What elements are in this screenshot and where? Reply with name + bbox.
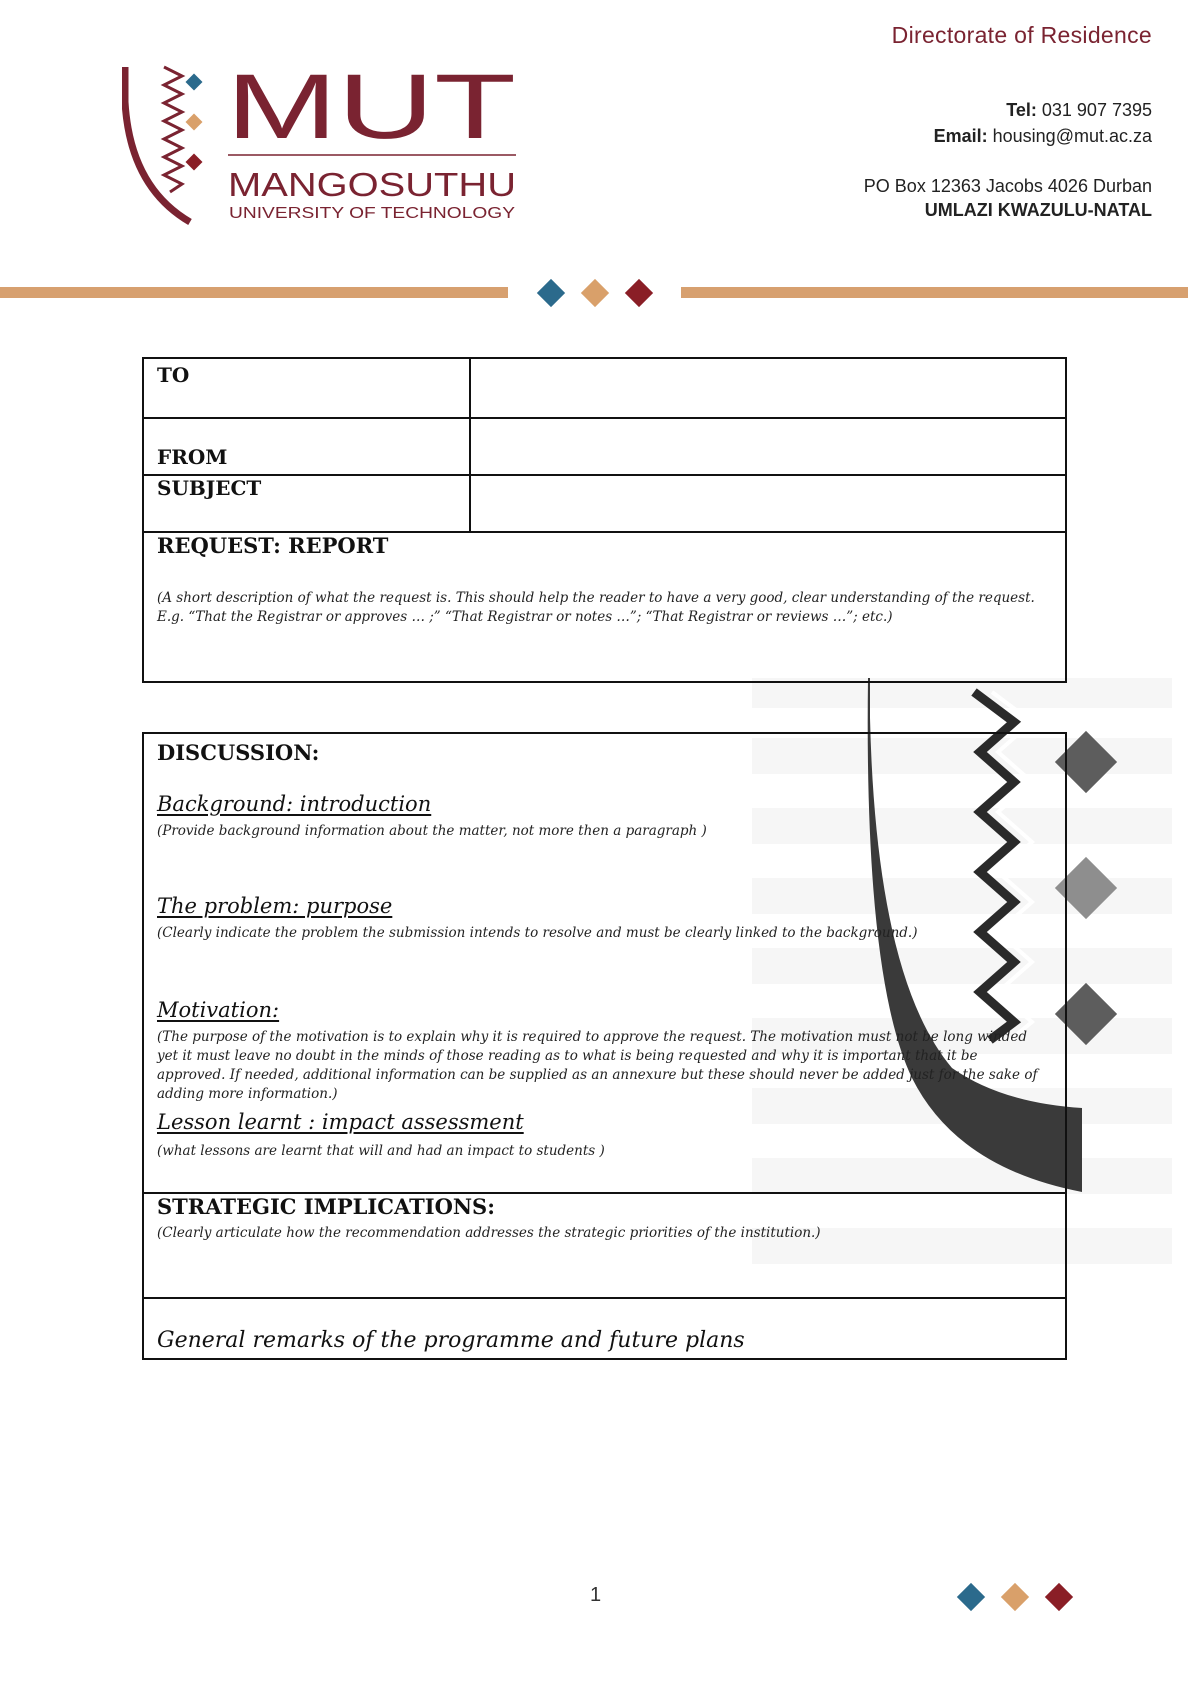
logo-zigzag xyxy=(164,67,182,192)
background-title: Background: introduction xyxy=(157,792,432,816)
header-rule-left xyxy=(0,287,508,298)
contact-tel xyxy=(1006,98,1152,122)
department-title: Directorate of Residence xyxy=(891,22,1152,48)
strategic-heading: STRATEGIC IMPLICATIONS: xyxy=(157,1194,495,1219)
memo-header-table xyxy=(142,357,1067,683)
diamond-red-icon xyxy=(1045,1583,1073,1611)
contact-email xyxy=(934,124,1152,148)
request-note: (A short description of what the request is. This should help the reader to have a very good, clear understanding of the request. E.g. “That the Registrar or approves … ;” “That Registrar or notes …”; “That Registrar or reviews …”; etc.) xyxy=(157,590,1035,625)
motivation-title: Motivation: xyxy=(157,998,280,1022)
footer-diamonds xyxy=(952,1582,1078,1612)
general-remarks: General remarks of the programme and future plans xyxy=(157,1328,745,1353)
logo-name-text: MANGOSUTHU xyxy=(228,166,516,203)
from-label: FROM xyxy=(157,445,228,469)
logo-mark-text: MUT xyxy=(226,62,516,158)
request-label: REQUEST: REPORT xyxy=(157,533,389,558)
tel-label: Tel: xyxy=(1006,100,1037,120)
to-label: TO xyxy=(157,363,190,387)
lesson-title: Lesson learnt : impact assessment xyxy=(157,1110,524,1134)
lesson-note: (what lessons are learnt that will and had an impact to students ) xyxy=(157,1143,605,1159)
strategic-note: (Clearly articulate how the recommendation addresses the strategic priorities of the institution.) xyxy=(157,1225,821,1241)
email-label: Email: xyxy=(933,126,988,146)
header-rule-right xyxy=(681,287,1188,298)
diamond-tan-icon xyxy=(1001,1583,1029,1611)
discussion-table xyxy=(142,732,1067,1360)
address-area: UMLAZI KWAZULU-NATAL xyxy=(924,200,1152,220)
motivation-note: (The purpose of the motivation is to explain why it is required to approve the request. The motivation must not be long winded yet it must leave no doubt in the minds of those reading as to what is being requested and why it is important that it be approved. If needed, additional information can be supplied as an annexure but these should never be added just for the sake of adding more information.) xyxy=(157,1029,1038,1102)
background-note: (Provide background information about the matter, not more then a paragraph ) xyxy=(157,823,707,839)
tel-value: 031 907 7395 xyxy=(1041,100,1152,120)
logo-arc xyxy=(125,67,190,222)
subject-label: SUBJECT xyxy=(157,476,262,500)
email-value: housing@mut.ac.za xyxy=(992,126,1152,146)
from-row xyxy=(144,417,1065,476)
logo-diamond-tan xyxy=(186,114,203,131)
logo-tagline-text: UNIVERSITY OF TECHNOLOGY xyxy=(229,205,516,222)
address-line: PO Box 12363 Jacobs 4026 Durban xyxy=(863,176,1152,196)
mut-logo xyxy=(122,62,522,232)
diamond-tan-icon xyxy=(581,279,609,307)
to-row xyxy=(144,359,1065,419)
logo-diamond-blue xyxy=(186,74,203,91)
table-column-divider xyxy=(469,359,471,531)
header-diamonds xyxy=(532,278,658,308)
subject-row xyxy=(144,474,1065,533)
remarks-divider xyxy=(144,1297,1065,1299)
page-number: 1 xyxy=(590,1584,602,1606)
problem-title: The problem: purpose xyxy=(157,894,393,918)
diamond-blue-icon xyxy=(537,279,565,307)
logo-diamond-red xyxy=(186,154,203,171)
problem-note: (Clearly indicate the problem the submission intends to resolve and must be clearly linked to the background.) xyxy=(157,925,918,941)
diamond-blue-icon xyxy=(957,1583,985,1611)
diamond-red-icon xyxy=(625,279,653,307)
discussion-heading: DISCUSSION: xyxy=(157,740,320,765)
